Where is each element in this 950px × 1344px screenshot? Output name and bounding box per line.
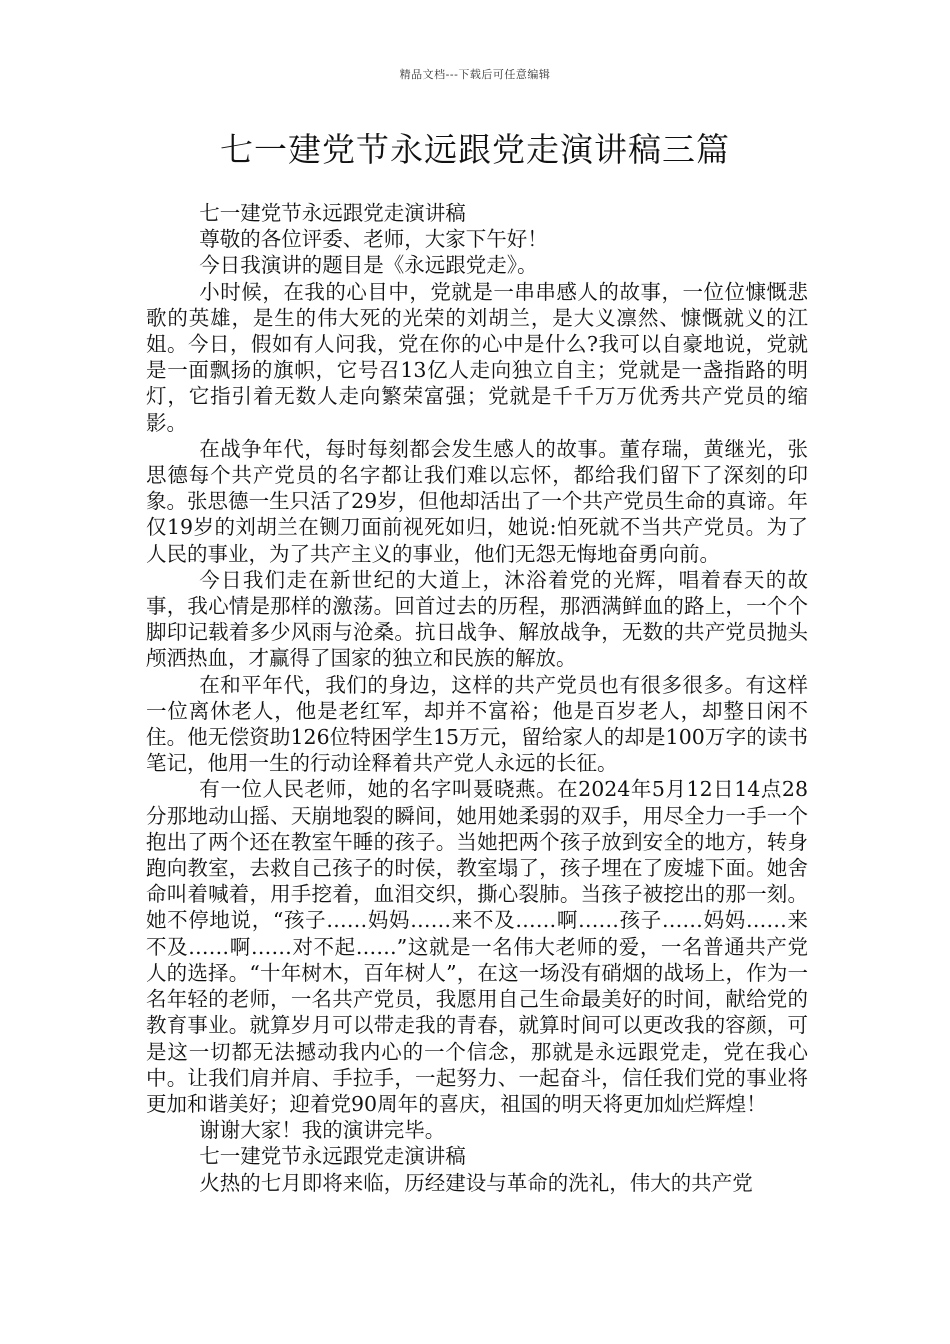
paragraph: 小时候，在我的心目中，党就是一串串感人的故事，一位位慷慨悲歌的英雄，是生的伟大死的光荣的刘胡兰，是大义凛然、慷慨就义的江姐。今日，假如有人问我，党在你的心中是什么?我可以自豪地说，党就是一面飘扬的旗帜，它号召13亿人走向独立自主；党就是一盏指路的明灯，它指引着无数人走向繁荣富强；党就是千千万万优秀共产党员的缩影。 — [146, 279, 808, 435]
paragraph: 在和平年代，我们的身边，这样的共产党员也有很多很多。有这样一位离休老人，他是老红军，却并不富裕；他是百岁老人，却整日闲不住。他无偿资助126位特困学生15万元，留给家人的却是100万字的读书笔记，他用一生的行动诠释着共产党人永远的长征。 — [146, 672, 808, 776]
paragraph: 七一建党节永远跟党走演讲稿 — [199, 1144, 466, 1169]
header-note: 精品文档---下载后可任意编辑 — [399, 68, 551, 81]
paragraph: 谢谢大家！我的演讲完毕。 — [199, 1118, 446, 1143]
paragraph: 在战争年代，每时每刻都会发生感人的故事。董存瑞，黄继光，张思德每个共产党员的名字都让我们难以忘怀，都给我们留下了深刻的印象。张思德一生只活了29岁，但他却活出了一个共产党员生命的真谛。年仅19岁的刘胡兰在铡刀面前视死如归，她说:怕死就不当共产党员。为了人民的事业，为了共产主义的事业，他们无怨无悔地奋勇向前。 — [146, 436, 808, 566]
paragraph: 有一位人民老师，她的名字叫聂晓燕。在2024年5月12日14点28分那地动山摇、天崩地裂的瞬间，她用她柔弱的双手，用尽全力一手一个抱出了两个还在教室午睡的孩子。当她把两个孩子放到安全的地方，转身跑向教室，去救自己孩子的时侯，教室塌了，孩子埋在了废墟下面。她舍命叫着喊着，用手挖着，血泪交织，撕心裂肺。当孩子被挖出的那一刻。她不停地说，“孩子……妈妈……来不及……啊……孩子……妈妈……来不及……啊……对不起……”这就是一名伟大老师的爱，一名普通共产党人的选择。“十年树木，百年树人”，在这一场没有硝烟的战场上，作为一名年轻的老师，一名共产党员，我愿用自己生命最美好的时间，献给党的教育事业。就算岁月可以带走我的青春，就算时间可以更改我的容颜，可是这一切都无法撼动我内心的一个信念，那就是永远跟党走，党在我心中。让我们肩并肩、手拉手，一起努力、一起奋斗，信任我们党的事业将更加和谐美好；迎着党90周年的喜庆，祖国的明天将更加灿烂辉煌！ — [146, 777, 808, 1116]
document-title: 七一建党节永远跟党走演讲稿三篇 — [220, 130, 730, 169]
paragraph: 尊敬的各位评委、老师，大家下午好！ — [199, 227, 548, 252]
document-body — [146, 200, 808, 1196]
paragraph: 今日我演讲的题目是《永远跟党走》。 — [199, 253, 538, 278]
paragraph: 七一建党节永远跟党走演讲稿 — [199, 201, 466, 225]
paragraph: 今日我们走在新世纪的大道上，沐浴着党的光辉，唱着春天的故事，我心情是那样的激荡。回首过去的历程，那洒满鲜血的路上，一个个脚印记载着多少风雨与沧桑。抗日战争、解放战争，无数的共产党员抛头颅洒热血，才赢得了国家的独立和民族的解放。 — [146, 567, 808, 671]
paragraph: 火热的七月即将来临，历经建设与革命的洗礼，伟大的共产党 — [199, 1170, 753, 1195]
